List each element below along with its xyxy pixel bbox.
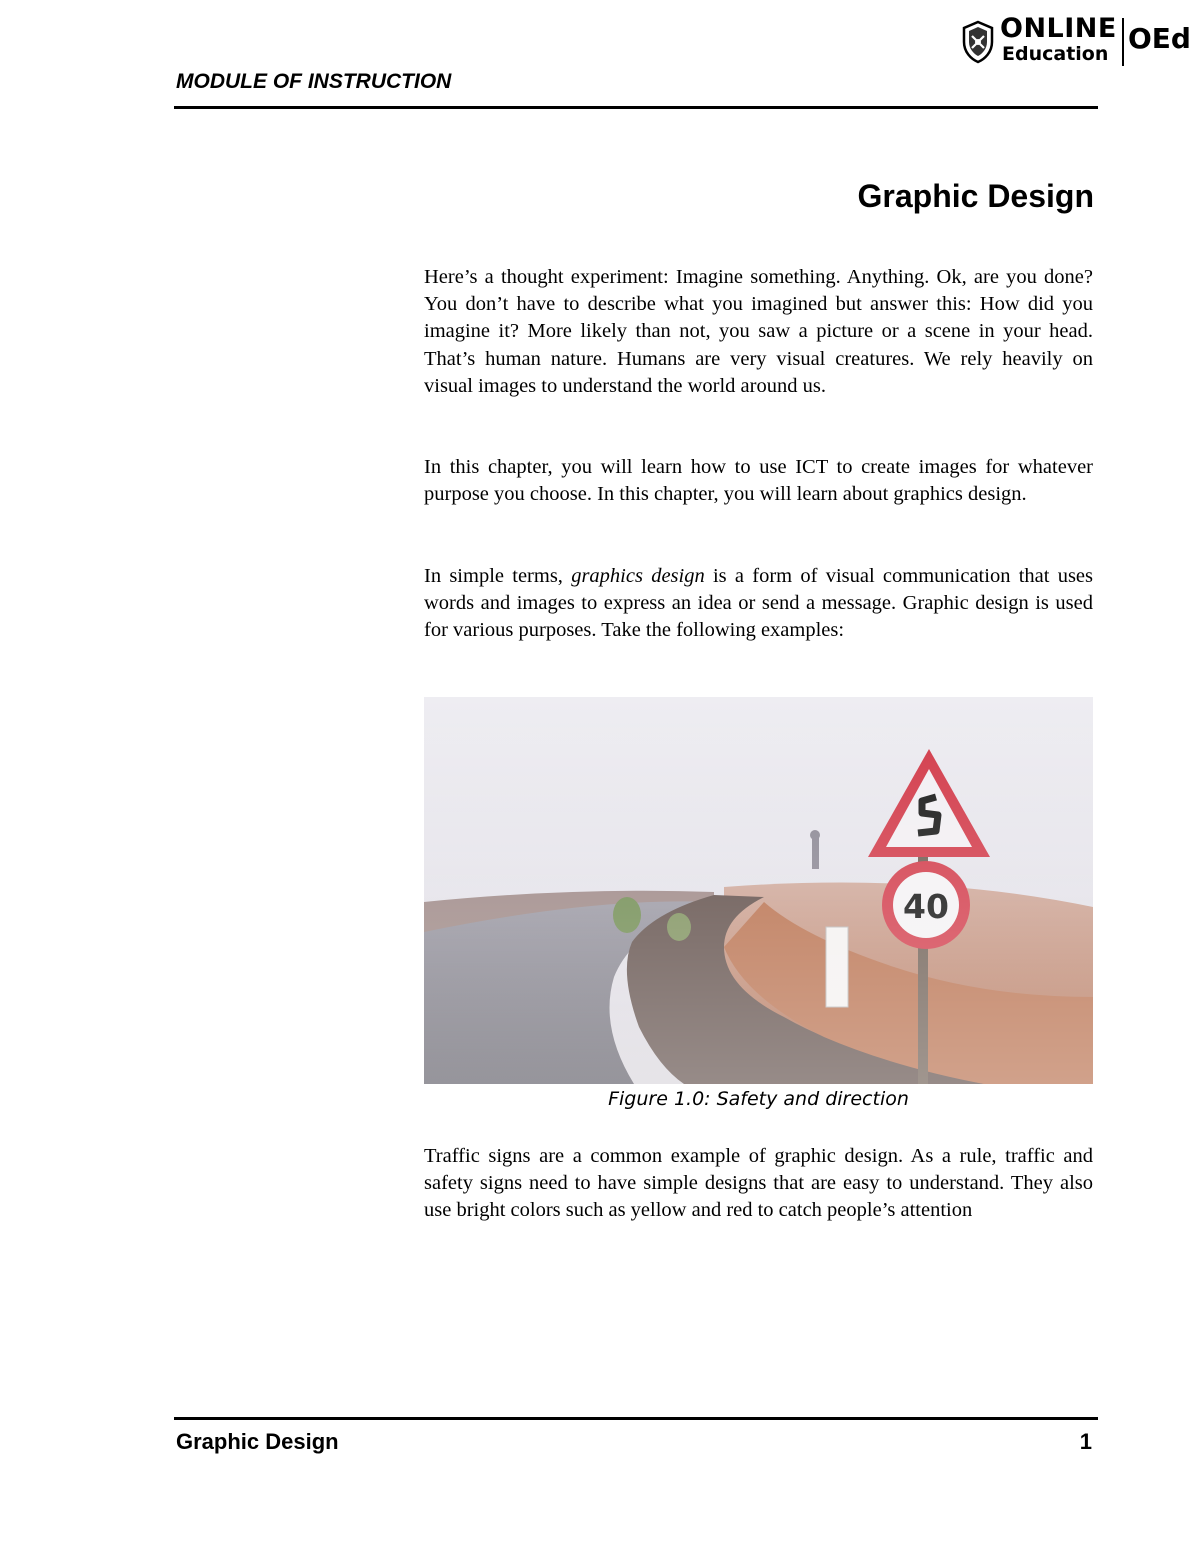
header-divider	[174, 106, 1098, 109]
footer-divider	[174, 1417, 1098, 1420]
module-label: MODULE OF INSTRUCTION	[176, 70, 452, 93]
online-education-logo	[960, 14, 1192, 70]
logo-brand-text: ONLINE	[1000, 13, 1117, 44]
logo-abbreviation: OEd	[1128, 22, 1191, 55]
paragraph-traffic-signs: Traffic signs are a common example of graphic design. As a rule, traffic and safety signs need to have simple designs that are easy to understand. They also use bright colors such as yellow and red to catch people’s attention	[424, 1145, 1093, 1222]
page-number: 1	[1079, 1429, 1092, 1454]
logo-separator	[1122, 18, 1124, 66]
figure-foggy-road-photo	[424, 697, 1093, 1084]
footer-title: Graphic Design	[176, 1429, 339, 1454]
page-title: Graphic Design	[857, 178, 1094, 214]
paragraph-chapter: In this chapter, you will learn how to use ICT to create images for whatever purpose you choose. In this chapter, you will learn about graphics design.	[424, 456, 1093, 506]
paragraph-intro: Here’s a thought experiment: Imagine something. Anything. Ok, are you done? You don’t have to describe what you imagined but answer this: How did you imagine it? More likely than not, you saw a picture or a scene in your head. That’s human nature. Humans are very visual creatures. We rely heavily on visual images to understand the world around us.	[424, 266, 1093, 397]
paragraph-definition	[424, 563, 1093, 645]
definition-rest: is a form of visual communication that uses words and images to express an idea or send a message. Graphic design is used for various purposes. Take the following examples:	[424, 565, 1093, 642]
definition-term: graphics design	[571, 565, 705, 587]
logo-subtext: Education	[1002, 43, 1109, 65]
definition-lead: In simple terms,	[424, 565, 572, 587]
shield-crest-icon	[962, 20, 994, 64]
figure-caption: Figure 1.0: Safety and direction	[608, 1088, 909, 1110]
